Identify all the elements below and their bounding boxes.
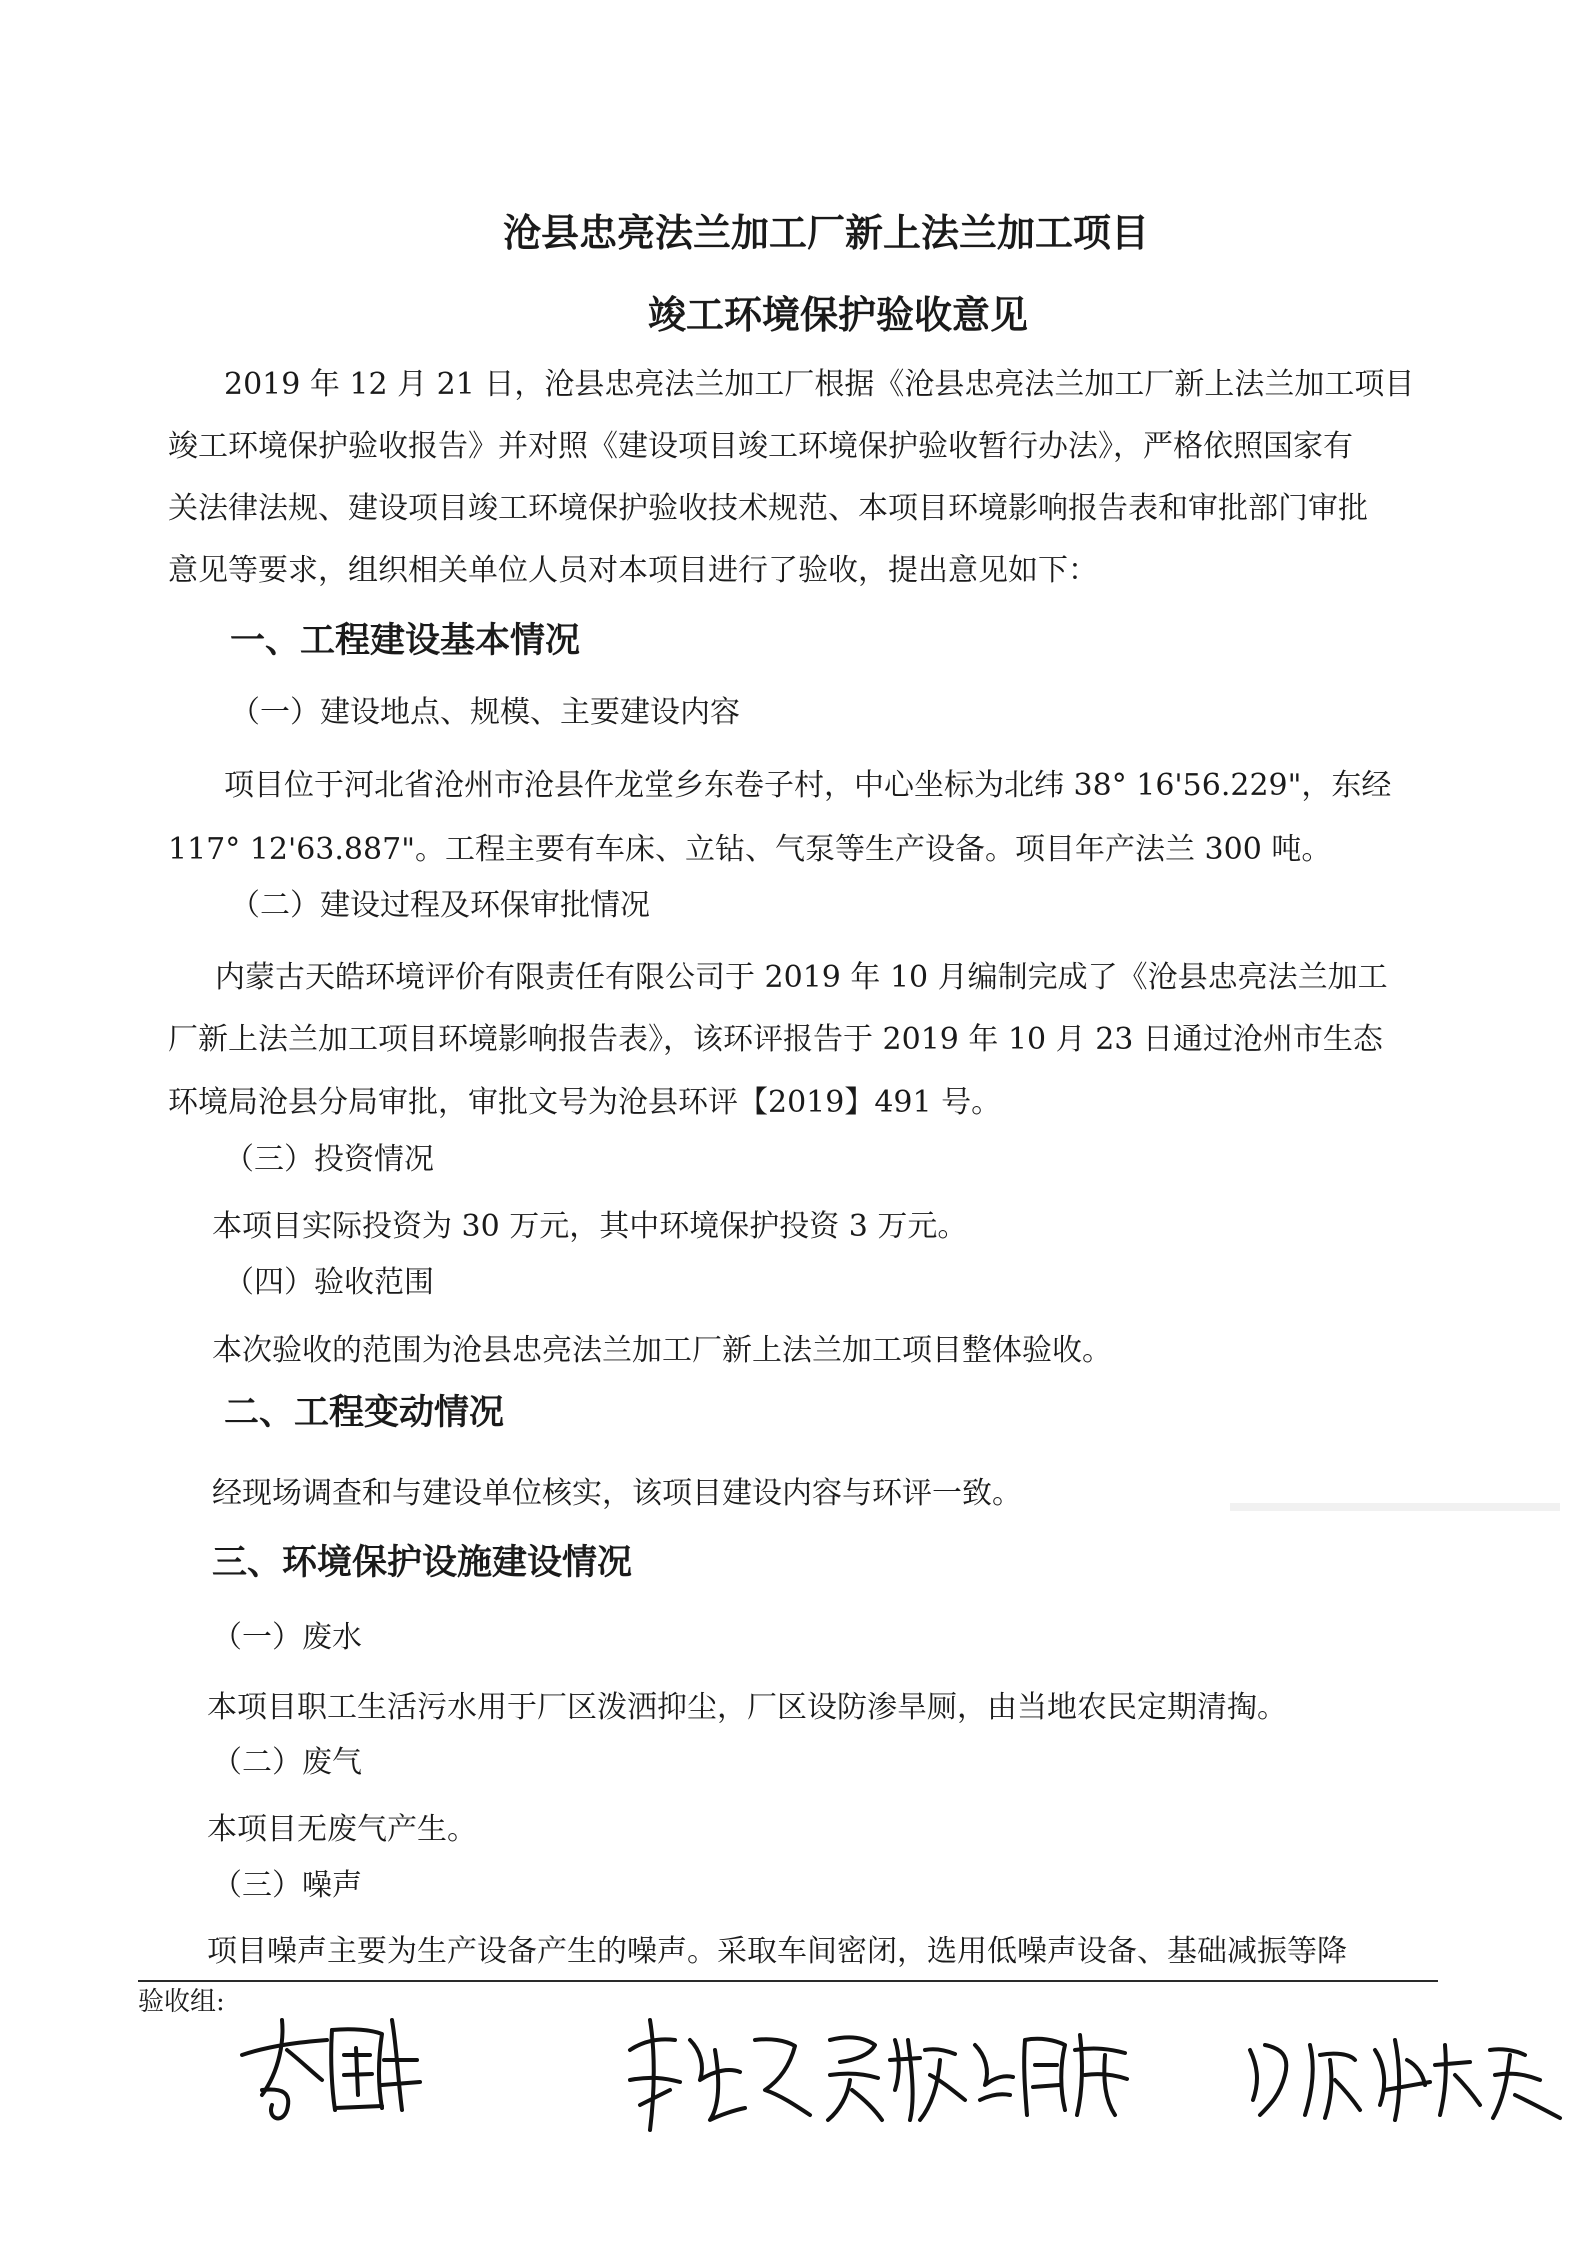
- section1-sub2-line2: 厂新上法兰加工项目环境影响报告表》，该环评报告于 2019 年 10 月 23 日通过沧州市生态: [168, 1022, 1383, 1057]
- section1-sub4-text: 本次验收的范围为沧县忠亮法兰加工厂新上法兰加工项目整体验收。: [212, 1333, 1112, 1368]
- section1-heading: 一、工程建设基本情况: [230, 620, 581, 661]
- signature-3: [820, 2020, 970, 2130]
- section1-sub4-heading: （四）验收范围: [224, 1265, 434, 1300]
- signature-label: 验收组:: [138, 1987, 225, 2017]
- section1-sub2-heading: （二）建设过程及环保审批情况: [230, 888, 650, 923]
- section3-sub2-heading: （二）废气: [212, 1745, 362, 1780]
- intro-line-1: 2019 年 12 月 21 日，沧县忠亮法兰加工厂根据《沧县忠亮法兰加工厂新上法兰加工项目: [224, 367, 1415, 402]
- section3-sub1-text: 本项目职工生活污水用于厂区泼洒抑尘，厂区设防渗旱厕，由当地农民定期清掏。: [207, 1690, 1287, 1725]
- section1-sub3-text: 本项目实际投资为 30 万元，其中环境保护投资 3 万元。: [212, 1209, 968, 1244]
- section1-sub2-line1: 内蒙古天皓环境评价有限责任有限公司于 2019 年 10 月编制完成了《沧县忠亮法兰加工: [215, 960, 1388, 995]
- signature-5: [1235, 2020, 1565, 2130]
- document-title-line2: 竣工环境保护验收意见: [648, 292, 1029, 337]
- signature-4: [965, 2015, 1135, 2125]
- signature-1: [232, 2000, 422, 2130]
- section3-sub3-text: 项目噪声主要为生产设备产生的噪声。采取车间密闭，选用低噪声设备、基础减振等降: [207, 1934, 1347, 1969]
- section1-sub2-line3: 环境局沧县分局审批，审批文号为沧县环评【2019】491 号。: [168, 1085, 1002, 1120]
- scan-artifact: [1230, 1503, 1560, 1511]
- section1-sub3-heading: （三）投资情况: [224, 1142, 434, 1177]
- section3-sub3-heading: （三）噪声: [212, 1868, 362, 1903]
- section1-sub1-heading: （一）建设地点、规模、主要建设内容: [230, 695, 740, 730]
- section3-heading: 三、环境保护设施建设情况: [212, 1542, 633, 1583]
- section3-sub1-heading: （一）废水: [212, 1620, 362, 1655]
- intro-line-4: 意见等要求，组织相关单位人员对本项目进行了验收，提出意见如下：: [168, 553, 1098, 588]
- intro-line-3: 关法律法规、建设项目竣工环境保护验收技术规范、本项目环境影响报告表和审批部门审批: [168, 491, 1368, 526]
- document-title-line1: 沧县忠亮法兰加工厂新上法兰加工项目: [503, 210, 1150, 255]
- signature-2: [620, 2010, 820, 2140]
- section3-sub2-text: 本项目无废气产生。: [207, 1812, 477, 1847]
- section1-sub1-line1: 项目位于河北省沧州市沧县仵龙堂乡东卷子村，中心坐标为北纬 38° 16'56.229"，东经: [224, 768, 1392, 803]
- section2-text: 经现场调查和与建设单位核实，该项目建设内容与环评一致。: [212, 1476, 1022, 1511]
- section2-heading: 二、工程变动情况: [224, 1392, 505, 1433]
- section1-sub1-line2: 117° 12'63.887"。工程主要有车床、立钻、气泵等生产设备。项目年产法兰 300 吨。: [168, 832, 1332, 867]
- signature-rule: [138, 1980, 1438, 1982]
- intro-line-2: 竣工环境保护验收报告》并对照《建设项目竣工环境保护验收暂行办法》，严格依照国家有: [168, 429, 1353, 464]
